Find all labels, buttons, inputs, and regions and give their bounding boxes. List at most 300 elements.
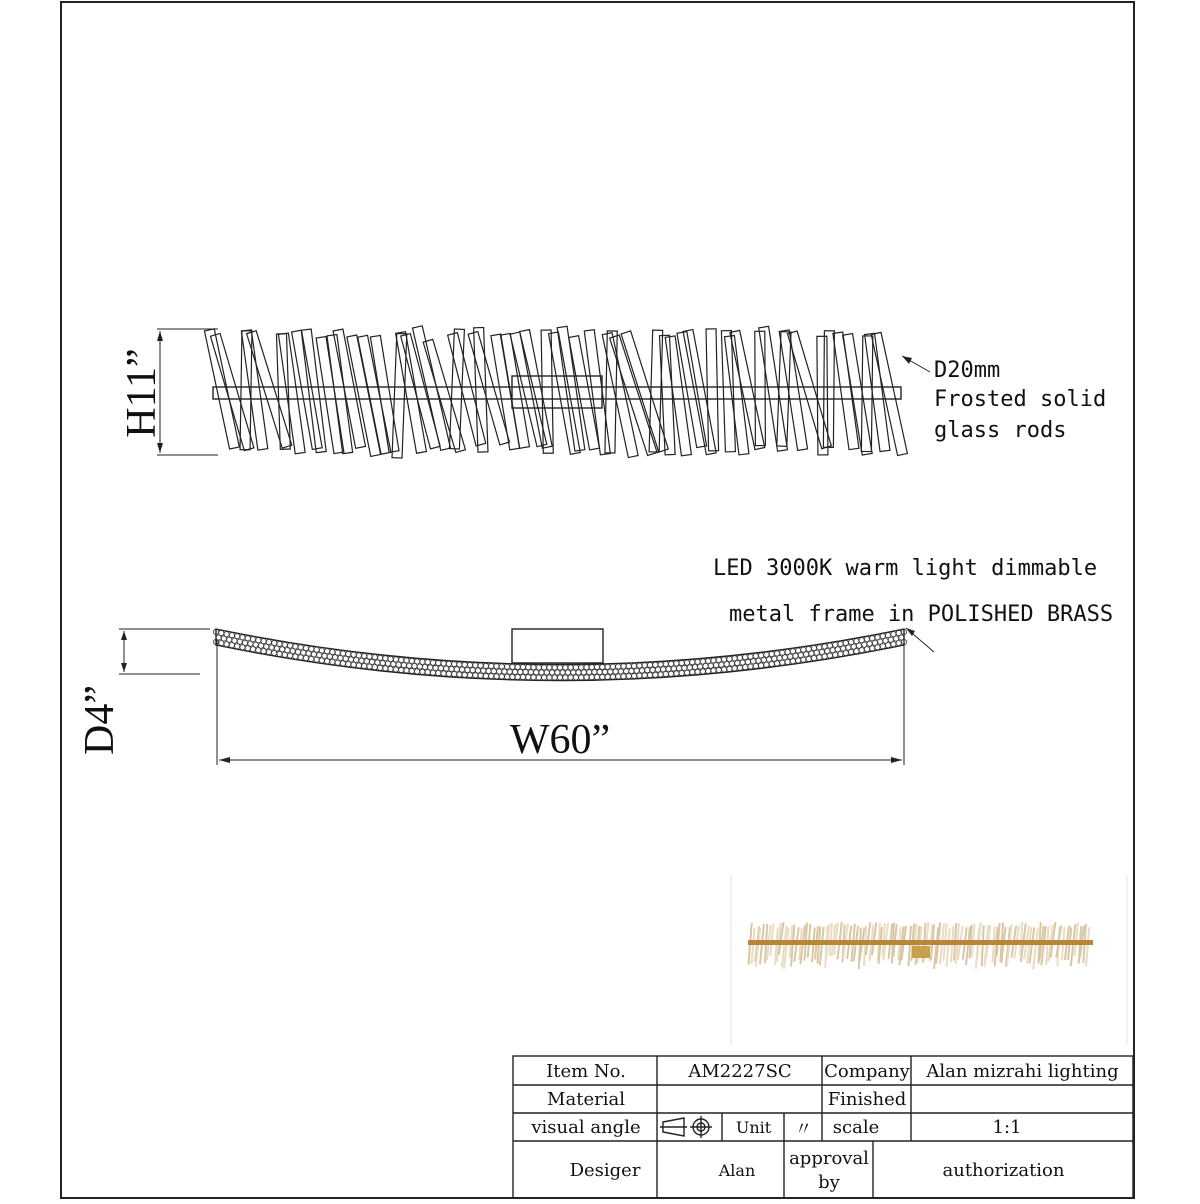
crystal-bead [560,670,565,675]
crystal-bead [663,672,668,677]
photo-rod [982,926,984,967]
crystal-bead [843,650,848,655]
crystal-bead [634,668,639,673]
crystal-bead [719,662,724,667]
crystal-bead [677,666,682,671]
crystal-bead [515,674,520,679]
crystal-bead [790,659,795,664]
crystal-bead [314,657,319,662]
crystal-bead [473,663,478,668]
crystal-bead [624,669,629,674]
crystal-bead [573,665,578,670]
crystal-bead [505,664,510,669]
crystal-bead [579,665,584,670]
crystal-bead [351,662,356,667]
crystal-bead [372,665,377,670]
photo-canopy [912,946,930,958]
glass-rod [724,336,748,455]
crystal-bead [335,660,340,665]
crystal-bead [610,674,615,679]
crystal-bead [362,663,367,668]
crystal-bead [481,668,486,673]
crystal-bead [589,665,594,670]
glass-rod [449,329,464,449]
crystal-bead [780,660,785,665]
crystal-bead [446,661,451,666]
company-value: Alan mizrahi lighting [926,1060,1119,1082]
crystal-bead [391,662,396,667]
crystal-bead [563,665,568,670]
crystal-bead [658,662,663,667]
crystal-bead [555,670,560,675]
approval-label-line-1: approval [789,1147,869,1169]
crystal-bead [436,671,441,676]
crystal-bead [542,665,547,670]
crystal-bead [774,661,779,666]
crystal-bead [764,662,769,667]
crystal-bead [340,661,345,666]
crystal-bead [827,653,832,658]
crystal-bead [766,657,771,662]
crystal-bead [436,661,441,666]
photo-glass-rods [749,922,1090,969]
crystal-bead [486,668,491,673]
crystal-bead [523,670,528,675]
crystal-bead [695,669,700,674]
crystal-bead [737,665,742,670]
crystal-bead [679,661,684,666]
crystal-bead [235,644,240,649]
crystal-bead [378,665,383,670]
crystal-bead [526,665,531,670]
crystal-bead [682,665,687,670]
crystal-bead [303,656,308,661]
crystal-bead [822,654,827,659]
crystal-bead [626,664,631,669]
crystal-bead [475,668,480,673]
rod-note-line-3: glass rods [934,418,1067,443]
crystal-bead [716,667,721,672]
crystal-bead [512,669,517,674]
crystal-bead [478,673,483,678]
crystal-bead [568,665,573,670]
crystal-bead [743,665,748,670]
crystal-bead [600,664,605,669]
crystal-bead [531,675,536,680]
crystal-bead [663,662,668,667]
glass-rod [413,326,451,451]
glass-rod [474,327,488,452]
frame-note: metal frame in POLISHED BRASS [729,602,1114,627]
crystal-bead [534,670,539,675]
crystal-bead [473,673,478,678]
crystal-bead [714,663,719,668]
crystal-bead [462,672,467,677]
photo-brass-bar [748,940,1093,945]
crystal-bead [510,664,515,669]
crystal-bead [748,654,753,659]
glass-rod [823,331,834,448]
crystal-bead [467,663,472,668]
crystal-bead [378,655,383,660]
crystal-bead [594,665,599,670]
rod-leader-arrow [902,356,912,364]
crystal-bead [261,649,266,654]
depth-arrow-bottom [121,663,127,672]
glass-rod [779,330,807,451]
height-arrow-top [157,331,163,341]
material-value [658,1086,822,1113]
crystal-bead [346,662,351,667]
crystal-bead [425,670,430,675]
glass-rod [602,333,638,458]
crystal-bead [510,674,515,679]
crystal-bead [415,669,420,674]
crystal-bead [703,664,708,669]
crystal-bead [753,663,758,668]
crystal-bead [319,658,324,663]
crystal-bead [491,669,496,674]
crystal-bead [690,660,695,665]
crystal-beads [213,629,906,680]
crystal-bead [637,663,642,668]
crystal-bead [229,643,234,648]
crystal-bead [550,670,555,675]
crystal-bead [642,673,647,678]
crystal-bead [616,664,621,669]
crystal-bead [698,664,703,669]
crystal-bead [396,662,401,667]
crystal-bead [417,664,422,669]
crystal-bead [409,668,414,673]
crystal-bead [494,674,499,679]
crystal-bead [600,674,605,679]
crystal-bead [618,669,623,674]
crystal-bead [584,665,589,670]
crystal-bead [293,654,298,659]
crystal-bead [632,663,637,668]
crystal-bead [393,667,398,672]
crystal-bead [621,674,626,679]
crystal-bead [592,670,597,675]
crystal-bead [457,662,462,667]
crystal-bead [732,666,737,671]
crystal-bead [610,664,615,669]
crystal-bead [655,667,660,672]
crystal-bead [348,657,353,662]
crystal-bead [632,673,637,678]
projection-symbol-icon [660,1116,712,1138]
crystal-bead [362,653,367,658]
crystal-bead [520,675,525,680]
rod-note-line-2: Frosted solid [934,387,1107,412]
crystal-bead [489,674,494,679]
crystal-bead [388,666,393,671]
crystal-bead [552,665,557,670]
crystal-bead [282,652,287,657]
crystal-bead [356,663,361,668]
crystal-bead [706,668,711,673]
crystal-bead [833,652,838,657]
crystal-bead [690,670,695,675]
crystal-bead [219,641,224,646]
crystal-bead [785,659,790,664]
crystal-bead [748,664,753,669]
crystal-bead [849,650,854,655]
crystal-bead [695,659,700,664]
crystal-bead [653,662,658,667]
crystal-bead [505,674,510,679]
glass-rod [396,332,427,454]
crystal-bead [579,675,584,680]
crystal-bead [647,663,652,668]
crystal-bead [629,668,634,673]
crystal-bead [288,653,293,658]
crystal-bead [430,670,435,675]
item-no-label: Item No. [546,1060,626,1082]
width-arrow-left [219,757,230,763]
crystal-bead [404,658,409,663]
crystal-bead [692,664,697,669]
crystal-bead [597,669,602,674]
photo-rod [752,928,755,964]
crystal-bead [679,671,684,676]
crystal-bead [240,645,245,650]
crystal-bead [700,669,705,674]
led-note: LED 3000K warm light dimmable [713,556,1098,581]
crystal-bead [769,662,774,667]
crystal-bead [497,669,502,674]
crystal-bead [401,663,406,668]
crystal-bead [669,661,674,666]
crystal-bead [367,654,372,659]
crystal-bead [864,647,869,652]
crystal-bead [817,655,822,660]
crystal-bead [796,658,801,663]
crystal-bead [666,666,671,671]
crystal-bead [557,675,562,680]
crystal-bead [859,648,864,653]
crystal-bead [626,674,631,679]
crystal-bead [250,647,255,652]
crystal-bead [425,660,430,665]
crystal-bead [581,670,586,675]
glass-rod [520,330,552,449]
crystal-bead [642,663,647,668]
crystal-bead [639,668,644,673]
crystal-bead [483,673,488,678]
crystal-bead [674,661,679,666]
crystal-bead [621,664,626,669]
depth-label: D4” [77,685,123,755]
crystal-bead [407,663,412,668]
crystal-bead [674,671,679,676]
crystal-bead [224,642,229,647]
scale-value: 1:1 [992,1117,1022,1138]
crystal-bead [647,673,652,678]
crystal-bead [272,650,277,655]
crystal-bead [782,655,787,660]
crystal-bead [544,670,549,675]
crystal-bead [886,643,891,648]
crystal-bead [515,664,520,669]
crystal-bead [650,667,655,672]
height-arrow-bottom [157,443,163,453]
crystal-bead [576,670,581,675]
crystal-bead [777,655,782,660]
crystal-bead [811,656,816,661]
crystal-bead [584,675,589,680]
crystal-bead [338,655,343,660]
crystal-bead [724,662,729,667]
crystal-bead [613,669,618,674]
crystal-bead [896,641,901,646]
crystal-bead [383,666,388,671]
width-arrow-right [891,757,902,763]
company-label: Company [824,1060,910,1082]
crystal-bead [753,653,758,658]
crystal-bead [430,660,435,665]
crystal-bead [732,656,737,661]
photo-rod [947,928,950,967]
crystal-bead [441,661,446,666]
crystal-bead [684,660,689,665]
crystal-bead [594,675,599,680]
side-canopy [512,629,603,663]
crystal-bead [759,663,764,668]
crystal-bead [452,672,457,677]
crystal-bead [333,655,338,660]
crystal-bead [277,651,282,656]
crystal-bead [669,671,674,676]
crystal-bead [727,666,732,671]
crystal-bead [372,655,377,660]
crystal-bead [457,672,462,677]
crystal-bead [743,655,748,660]
crystal-bead [571,670,576,675]
glass-rod [278,333,305,454]
material-label: Material [547,1089,625,1110]
crystal-bead [658,672,663,677]
crystal-bead [420,669,425,674]
crystal-bead [547,665,552,670]
crystal-bead [393,657,398,662]
crystal-bead [536,665,541,670]
crystal-bead [489,664,494,669]
crystal-bead [722,657,727,662]
crystal-bead [404,668,409,673]
crystal-bead [737,655,742,660]
crystal-bead [605,664,610,669]
crystal-bead [449,666,454,671]
crystal-bead [806,656,811,661]
crystal-bead [343,656,348,661]
depth-arrow-top [121,631,127,640]
crystal-bead [722,667,727,672]
crystal-bead [565,670,570,675]
crystal-bead [661,667,666,672]
crystal-bead [452,662,457,667]
crystal-bead [684,670,689,675]
rod-note-line-1: D20mm [934,358,1001,383]
crystal-bead [531,665,536,670]
crystal-bead [711,658,716,663]
crystal-bead [460,667,465,672]
crystal-bead [507,669,512,674]
scale-label: scale [832,1117,880,1138]
crystal-bead [645,668,650,673]
photo-rod [1086,927,1089,966]
crystal-bead [605,674,610,679]
item-no-value: AM2227SC [688,1060,792,1082]
width-label: W60” [509,717,611,763]
crystal-bead [465,667,470,672]
crystal-bead [528,670,533,675]
crystal-bead [547,675,552,680]
crystal-bead [494,664,499,669]
crystal-bead [854,649,859,654]
crystal-bead [557,665,562,670]
finished-label: Finished [827,1089,907,1110]
glass-rod [569,336,600,450]
crystal-bead [478,663,483,668]
front-view [157,326,930,458]
crystal-bead [412,664,417,669]
crystal-bead [589,675,594,680]
crystal-bead [499,674,504,679]
crystal-bead [309,656,314,661]
crystal-bead [838,651,843,656]
unit-label: Unit [735,1118,772,1137]
crystal-bead [552,675,557,680]
designer-value: Alan [718,1160,756,1180]
crystal-bead [587,670,592,675]
sheet-border [61,2,1134,1198]
crystal-bead [266,650,271,655]
finished-value [912,1086,1133,1113]
crystal-bead [875,645,880,650]
crystal-bead [399,657,404,662]
crystal-bead [483,663,488,668]
crystal-bead [499,664,504,669]
crystal-bead [716,657,721,662]
crystal-bead [539,670,544,675]
crystal-bead [653,672,658,677]
crystal-bead [870,646,875,651]
glass-rod [759,326,788,451]
crystal-bead [568,675,573,680]
designer-label: Desiger [569,1159,641,1181]
crystal-bead [330,659,335,664]
crystal-bead [422,664,427,669]
crystal-bead [245,646,250,651]
unit-value: 〃 [794,1118,813,1140]
crystal-bead [602,669,607,674]
crystal-bead [298,655,303,660]
crystal-bead [573,675,578,680]
crystal-bead [502,669,507,674]
crystal-bead [462,662,467,667]
glass-rods [204,326,907,458]
crystal-bead [706,658,711,663]
crystal-bead [433,665,438,670]
height-label: H11” [119,348,165,438]
crystal-bead [526,675,531,680]
crystal-bead [467,673,472,678]
crystal-bead [801,657,806,662]
crystal-bead [446,671,451,676]
crystal-bead [383,656,388,661]
